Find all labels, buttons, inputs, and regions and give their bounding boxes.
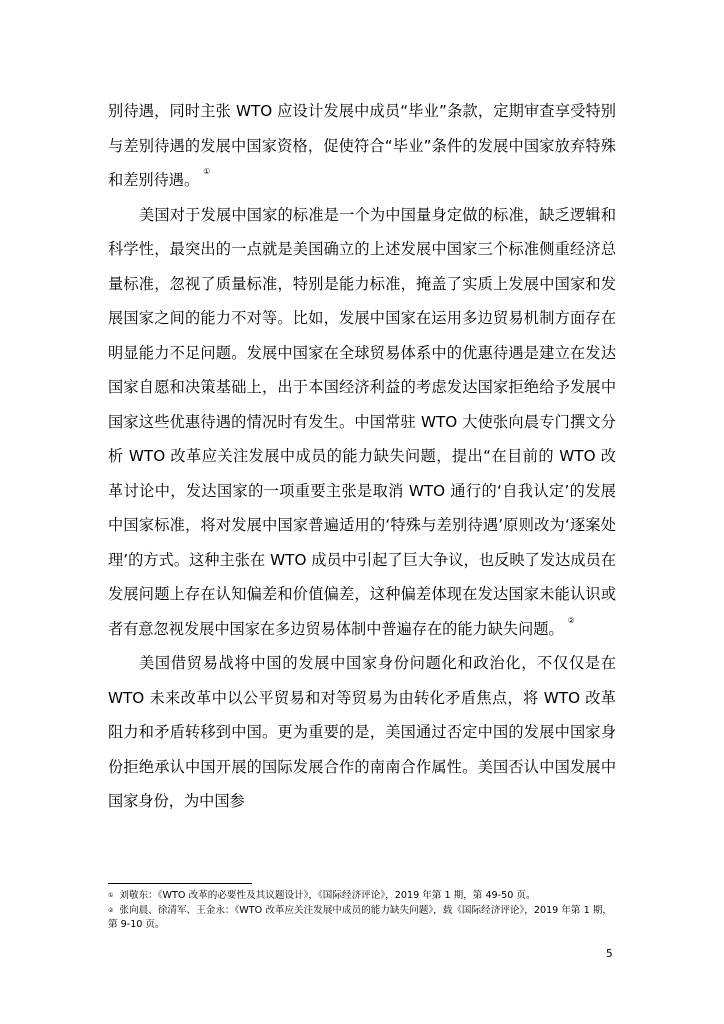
paragraph <box>108 646 616 819</box>
paragraph <box>108 198 616 647</box>
paragraph-continued <box>108 94 616 198</box>
footnote-mark: ② <box>108 906 114 914</box>
footnote <box>108 889 618 904</box>
paragraph-text: 别待遇，同时主张 WTO 应设计发展中成员“毕业”条款，定期审查享受特别与差别待遇的发展中国家资格，促使符合“毕业”条件的发展中国家放弃特殊和差别待遇。 <box>108 102 616 189</box>
paragraph-text: 美国借贸易战将中国的发展中国家身份问题化和政治化，不仅仅是在 WTO 未来改革中以公平贸易和对等贸易为由转化矛盾焦点，将 WTO 改革阻力和矛盾转移到中国。更为重要的是，美国通过否定中国的发展中国家身份拒绝承认中国开展的国际发展合作的南南合作属性。美国否认中国发展中国家身份，为中国参 <box>108 654 616 810</box>
footnote-text: 张向晨、徐清军、王金永：《WTO 改革应关注发展中成员的能力缺失问题》，载《国际经济评论》，2019 年第 1 期，第 9-10 页。 <box>108 904 612 930</box>
footnote-reference[interactable]: ② <box>567 615 575 625</box>
footnote-text: 刘敬东：《WTO 改革的必要性及其议题设计》，《国际经济评论》，2019 年第 1 期，第 49-50 页。 <box>119 890 536 901</box>
footnote-reference[interactable]: ① <box>203 167 211 176</box>
footnote-separator <box>108 883 252 884</box>
page-number: 5 <box>606 948 613 960</box>
body-text <box>108 94 616 819</box>
paragraph-text: 美国对于发展中国家的标准是一个为中国量身定做的标准，缺乏逻辑和科学性，最突出的一点就是美国确立的上述发展中国家三个标准侧重经济总量标准，忽视了质量标准，特别是能力标准，掩盖了实质上发展中国家和发展国家之间的能力不对等。比如，发展中国家在运用多边贸易机制方面存在明显能力不足问题。发展中国家在全球贸易体系中的优惠待遇是建立在发达国家自愿和决策基础上，出于本国经济利益的考虑发达国家拒绝给予发展中国家这些优惠待遇的情况时有发生。中国常驻 WTO 大使张向晨专门撰文分析 WTO 改革应关注发展中成员的能力缺失问题，提出“在目前的 WTO 改革讨论中，发达国家的一项重要主张是取消 WTO 通行的‘自我认定’的发展中国家标准，将对发展中国家普遍适用的‘特殊与差别待遇’原则改为‘逐案处理’的方式。这种主张在 WTO 成员中引起了巨大争议，也反映了发达成员在发展问题上存在认知偏差和价值偏差，这种偏差体现在发达国家未能认识或者有意忽视发展中国家在多边贸易体制中普遍存在的能力缺失问题。 <box>108 205 616 638</box>
footnote-mark: ① <box>108 892 114 899</box>
footnote <box>108 904 618 933</box>
footnotes <box>108 889 618 933</box>
